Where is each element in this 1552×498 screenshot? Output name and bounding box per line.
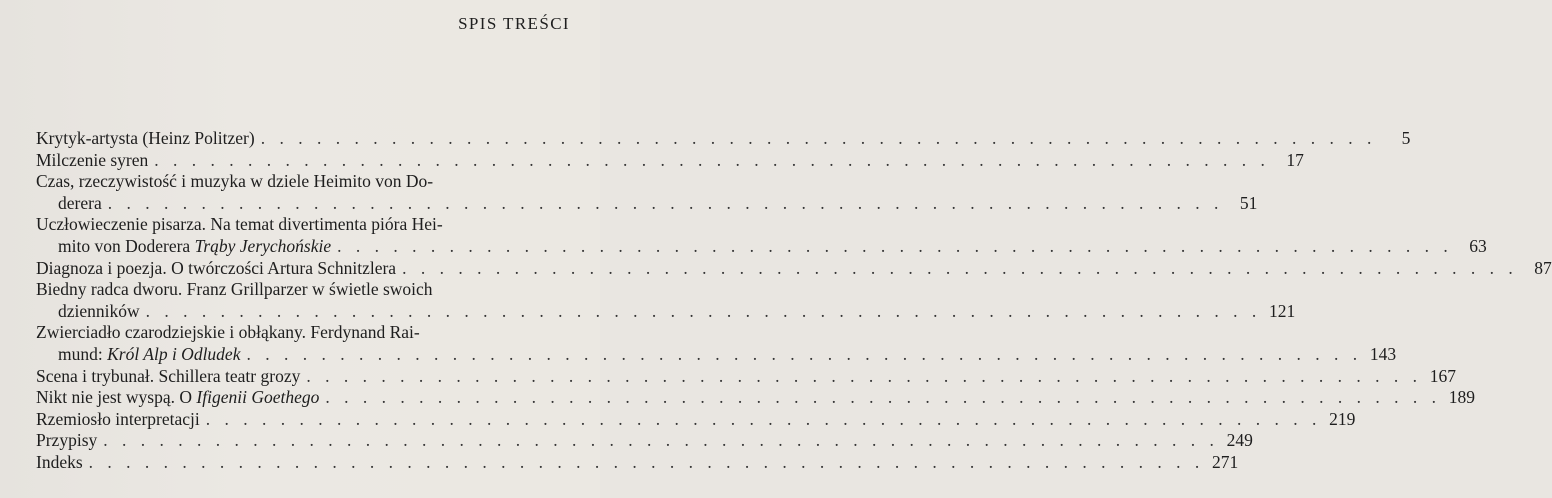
toc-page-number: 63 — [1469, 235, 1487, 256]
toc-page-number: 143 — [1369, 343, 1397, 364]
toc-page-number: 189 — [1448, 387, 1475, 408]
toc-entry — [36, 451, 1239, 474]
toc-entry-title: Biedny radca dworu. Franz Grillparzer w świetle swoich — [36, 279, 433, 300]
italic-title: Trąby Jerychońskie — [194, 235, 332, 256]
toc-entry-title: Przypisy — [36, 430, 98, 451]
italic-title: Król Alp i Odludek — [107, 343, 241, 364]
toc-entry-title: Indeks — [36, 451, 83, 472]
toc-entry-title: Milczenie syren — [36, 149, 149, 170]
dot-leader: . . . . . . . . . . . . . . . . . . . . . . . . . . . . . . . . . . . . . . . . . . . . . . . . . . . . . . . . . . . . — [145, 300, 1262, 321]
toc-entry — [36, 365, 1456, 388]
toc-entry-title: Scena i trybunał. Schillera teatr grozy — [36, 365, 301, 386]
italic-title: Ifigenii Goethego — [196, 387, 320, 408]
toc-page-number: 51 — [1239, 192, 1258, 213]
dot-leader: . . . . . . . . . . . . . . . . . . . . . . . . . . . . . . . . . . . . . . . . . . . . . . . . . . . . . . . . . . . . — [402, 257, 1518, 278]
dot-leader: . . . . . . . . . . . . . . . . . . . . . . . . . . . . . . . . . . . . . . . . . . . . . . . . . . . . . . . . . . . . — [88, 451, 1205, 472]
toc-entry — [36, 279, 570, 301]
toc-entry — [36, 408, 1356, 431]
toc-entry-title: Czas, rzeczywistość i muzyka w dziele Heimito von Do- — [36, 171, 434, 192]
dot-leader: . . . . . . . . . . . . . . . . . . . . . . . . . . . . . . . . . . . . . . . . . . . . . . . . . . . . . . . . . . . . — [260, 128, 1377, 148]
toc-entry-title: mund: Król Alp i Odludek — [58, 343, 241, 364]
toc-entry-continuation — [36, 343, 1397, 366]
toc-entry — [36, 149, 1304, 172]
dot-leader: . . . . . . . . . . . . . . . . . . . . . . . . . . . . . . . . . . . . . . . . . . . . . . . . . . . . . . . . . . . . — [306, 365, 1422, 386]
toc-page-number: 219 — [1329, 408, 1356, 429]
toc-page-number: 87 — [1534, 257, 1552, 278]
table-of-contents — [36, 128, 1552, 474]
toc-entry-title: dzienników — [58, 300, 140, 321]
toc-entry-title: derera — [58, 192, 102, 213]
dot-leader: . . . . . . . . . . . . . . . . . . . . . . . . . . . . . . . . . . . . . . . . . . . . . . . . . . . . . . . . . . . . — [103, 430, 1219, 451]
toc-entry — [36, 430, 1253, 452]
toc-entry-continuation — [36, 235, 1487, 258]
page-title: SPIS TREŚCI — [458, 14, 570, 33]
toc-page-number: 5 — [1401, 128, 1411, 148]
dot-leader: . . . . . . . . . . . . . . . . . . . . . . . . . . . . . . . . . . . . . . . . . . . . . . . . . . . . . . . . . . . . — [337, 235, 1453, 256]
dot-leader: . . . . . . . . . . . . . . . . . . . . . . . . . . . . . . . . . . . . . . . . . . . . . . . . . . . . . . . . . . . . — [205, 408, 1322, 429]
toc-page-number: 17 — [1286, 149, 1304, 170]
toc-entry — [36, 322, 570, 344]
toc-entry-title: Rzemiosło interpretacji — [36, 408, 200, 429]
toc-entry — [36, 214, 570, 236]
toc-page-number: 167 — [1429, 365, 1456, 386]
toc-entry-title: mito von Doderera Trąby Jerychońskie — [58, 235, 332, 256]
toc-page-number: 271 — [1212, 451, 1239, 472]
toc-entry-title: Nikt nie jest wyspą. O Ifigenii Goethego — [36, 387, 320, 408]
dot-leader: . . . . . . . . . . . . . . . . . . . . . . . . . . . . . . . . . . . . . . . . . . . . . . . . . . . . . . . . . . . . — [325, 387, 1441, 408]
dot-leader: . . . . . . . . . . . . . . . . . . . . . . . . . . . . . . . . . . . . . . . . . . . . . . . . . . . . . . . . . . . . — [107, 192, 1224, 213]
toc-entry — [36, 128, 1411, 150]
toc-entry-title: Uczłowieczenie pisarza. Na temat divertimenta pióra Hei- — [36, 214, 443, 235]
toc-entry-title: Diagnoza i poezja. O twórczości Artura Schnitzlera — [36, 257, 397, 278]
toc-page-number: 121 — [1269, 300, 1296, 321]
toc-entry — [36, 171, 570, 193]
toc-entry-continuation — [36, 192, 1258, 215]
toc-entry-title: Zwierciadło czarodziejskie i obłąkany. Ferdynand Rai- — [36, 322, 420, 343]
dot-leader: . . . . . . . . . . . . . . . . . . . . . . . . . . . . . . . . . . . . . . . . . . . . . . . . . . . . . . . . . . . . — [246, 343, 1363, 364]
toc-entry-title: Krytyk-artysta (Heinz Politzer) — [36, 128, 255, 148]
toc-entry — [36, 257, 1552, 280]
toc-entry-continuation — [36, 300, 1296, 323]
toc-entry — [36, 387, 1475, 409]
dot-leader: . . . . . . . . . . . . . . . . . . . . . . . . . . . . . . . . . . . . . . . . . . . . . . . . . . . . . . . . . . . . — [154, 149, 1270, 170]
toc-page-number: 249 — [1226, 430, 1253, 451]
